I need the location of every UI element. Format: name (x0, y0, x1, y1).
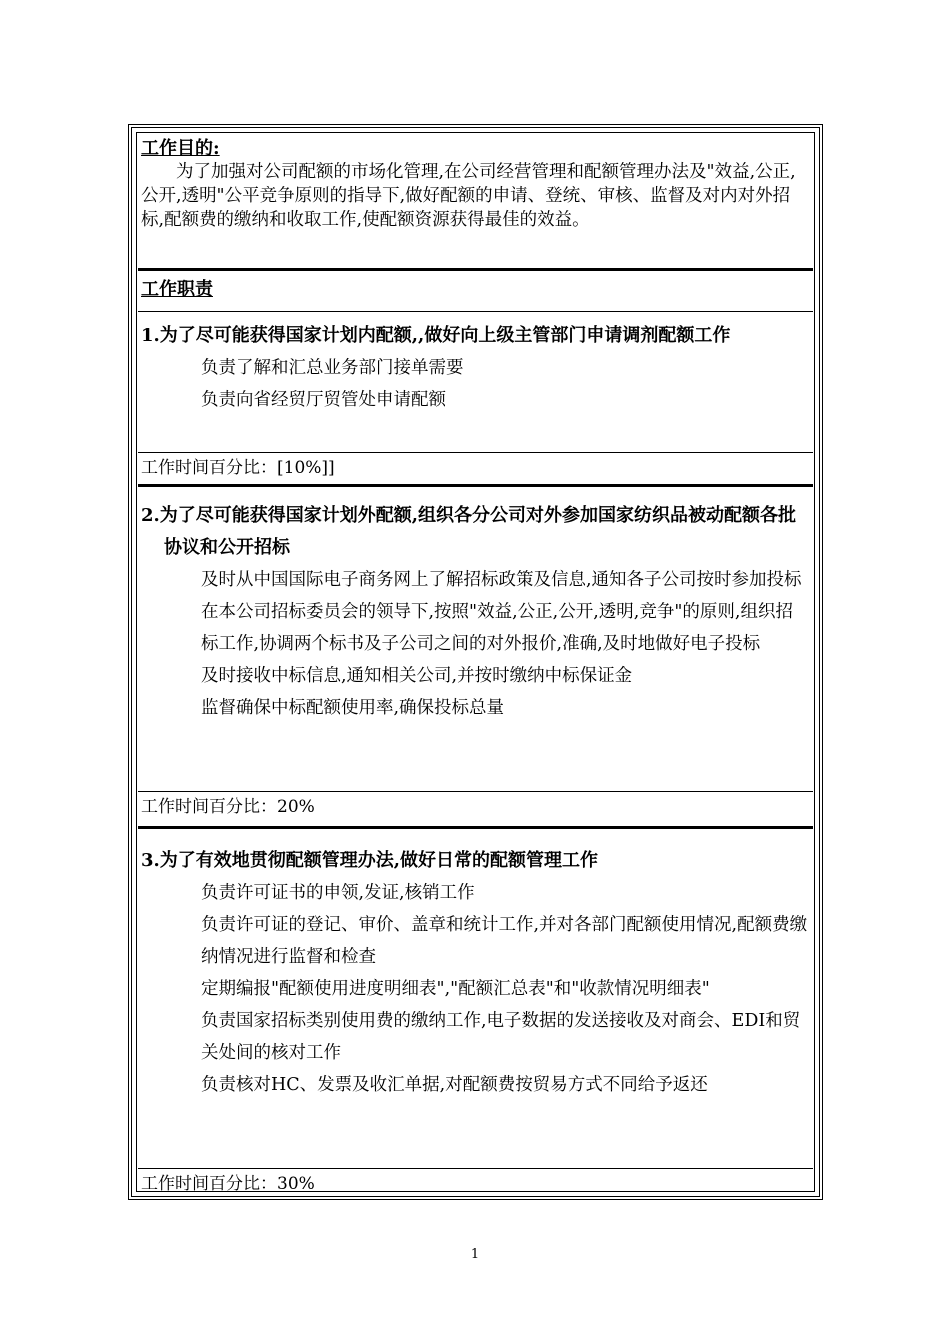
list-item: 及时从中国国际电子商务网上了解招标政策及信息,通知各子公司按时参加投标 (201, 570, 802, 590)
divider (138, 791, 813, 792)
list-item: 负责许可证的登记、审价、盖章和统计工作,并对各部门配额使用情况,配额费缴纳情况进行监督和检查 (201, 915, 808, 967)
list-item: 负责向省经贸厅贸管处申请配额 (201, 390, 446, 410)
duty-section-1 (141, 320, 810, 416)
percent-text: 工作时间百分比：[10%]] (141, 458, 335, 478)
section-title: 2.为了尽可能获得国家计划外配额,组织各分公司对外参加国家纺织品被动配额各批协议和公开招标 (141, 505, 797, 558)
percent-row-1 (141, 454, 810, 482)
duty-section-2 (141, 500, 810, 724)
percent-row-3 (141, 1170, 810, 1198)
list-item: 及时接收中标信息,通知相关公司,并按时缴纳中标保证金 (201, 666, 633, 686)
duties-heading-cell (141, 279, 810, 301)
divider (138, 452, 813, 453)
purpose-text: 为了加强对公司配额的市场化管理,在公司经营管理和配额管理办法及"效益,公正,公开,透明"公平竞争原则的指导下,做好配额的申请、登统、审核、监督及对内对外招标,配额费的缴纳和收取工作,使配额资源获得最佳的效益。 (141, 162, 796, 230)
duty-section-3 (141, 845, 810, 1101)
list-item: 负责了解和汇总业务部门接单需要 (201, 358, 464, 378)
percent-text: 工作时间百分比：20% (141, 797, 315, 817)
list-item: 负责许可证书的申领,发证,核销工作 (201, 883, 475, 903)
purpose-cell (141, 138, 810, 232)
purpose-heading: 工作目的: (141, 138, 220, 159)
page-number: 1 (470, 1247, 480, 1262)
percent-text: 工作时间百分比：30% (141, 1174, 315, 1194)
list-item: 负责核对HC、发票及收汇单据,对配额费按贸易方式不同给予返还 (201, 1075, 708, 1095)
duties-heading: 工作职责 (141, 279, 213, 300)
divider (138, 268, 813, 271)
list-item: 定期编报"配额使用进度明细表","配额汇总表"和"收款情况明细表" (201, 979, 710, 999)
divider (138, 1168, 813, 1169)
section-title: 3.为了有效地贯彻配额管理办法,做好日常的配额管理工作 (141, 850, 599, 871)
divider (138, 311, 813, 312)
percent-row-2 (141, 793, 810, 821)
list-item: 在本公司招标委员会的领导下,按照"效益,公正,公开,透明,竞争"的原则,组织招标工作,协调两个标书及子公司之间的对外报价,准确,及时地做好电子投标 (201, 602, 793, 654)
list-item: 监督确保中标配额使用率,确保投标总量 (201, 698, 505, 718)
section-title: 1.为了尽可能获得国家计划内配额,,做好向上级主管部门申请调剂配额工作 (141, 325, 731, 346)
divider (138, 826, 813, 829)
job-description-table (128, 124, 823, 1200)
list-item: 负责国家招标类别使用费的缴纳工作,电子数据的发送接收及对商会、EDI和贸关处间的核对工作 (201, 1011, 801, 1063)
divider (138, 484, 813, 487)
